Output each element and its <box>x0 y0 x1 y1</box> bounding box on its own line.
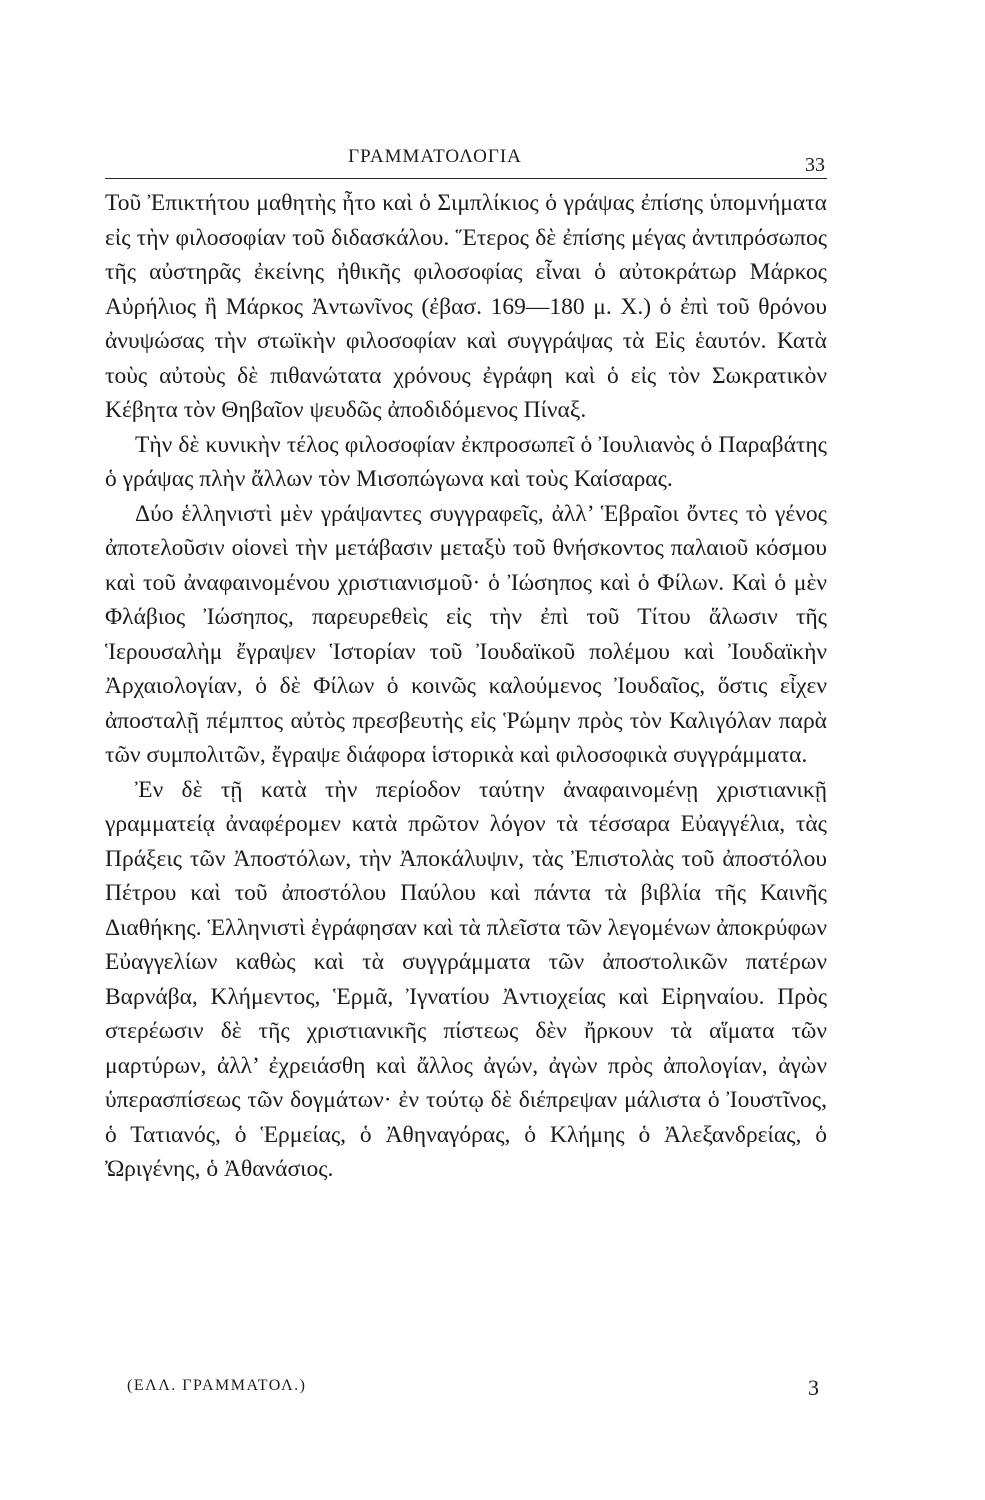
page-footer <box>105 1373 827 1413</box>
page-number: 33 <box>805 154 825 176</box>
header-rule <box>105 178 827 179</box>
paragraph-simplicius-marcus: Τοῦ Ἐπικτήτου μαθητὴς ἦτο καὶ ὁ Σιμπλίκιος ὁ γράψας ἐπίσης ὑπομνήματα εἰς τὴν φιλοσοφίαν τοῦ διδασκάλου. Ἕτερος δὲ ἐπίσης μέγας ἀντιπρόσωπος τῆς αὐστηρᾶς ἐκείνης ἠθικῆς φιλοσοφίας εἶναι ὁ αὐτοκράτωρ Μάρκος Αὐρήλιος ἢ Μάρκος Ἀντωνῖνος (ἐβασ. 169—180 μ. Χ.) ὁ ἐπὶ τοῦ θρόνου ἀνυψώσας τὴν στωϊκὴν φιλοσοφίαν καὶ συγγράψας τὰ Εἰς ἑαυτόν. Κατὰ τοὺς αὐτοὺς δὲ πιθανώτατα χρόνους ἐγράφη καὶ ὁ εἰς τὸν Σωκρατικὸν Κέβητα τὸν Θηβαῖον ψευδῶς ἀποδιδόμενος Πίναξ. <box>105 190 827 423</box>
signature-mark: 3 <box>808 1375 819 1400</box>
footer-note: (ΕΛΛ. ΓΡΑΜΜΑΤΟΛ.) <box>127 1377 307 1394</box>
paragraph-julian: Τὴν δὲ κυνικὴν τέλος φιλοσοφίαν ἐκπροσωπεῖ ὁ Ἰουλιανὸς ὁ Παραβάτης ὁ γράψας πλὴν ἄλλων τὸν Μισοπώγωνα καὶ τοὺς Καίσαρας. <box>105 431 827 492</box>
paragraph-josephus-philo: Δύο ἑλληνιστὶ μὲν γράψαντες συγγραφεῖς, ἀλλ’ Ἑβραῖοι ὄντες τὸ γένος ἀποτελοῦσιν οἱονεὶ τὴν μετάβασιν μεταξὺ τοῦ θνήσκοντος παλαιοῦ κόσμου καὶ τοῦ ἀναφαινομένου χριστιανισμοῦ· ὁ Ἰώσηπος καὶ ὁ Φίλων. Καὶ ὁ μὲν Φλάβιος Ἰώσηπος, παρευρεθεὶς εἰς τὴν ἐπὶ τοῦ Τίτου ἅλωσιν τῆς Ἱερουσαλὴμ ἔγραψεν Ἱστορίαν τοῦ Ἰουδαϊκοῦ πολέμου καὶ Ἰουδαϊκὴν Ἀρχαιολογίαν, ὁ δὲ Φίλων ὁ κοινῶς καλούμενος Ἰουδαῖος, ὅστις εἶχεν ἀποσταλῇ πέμπτος αὐτὸς πρεσβευτὴς εἰς Ῥώμην πρὸς τὸν Καλιγόλαν παρὰ τῶν συμπολιτῶν, ἔγραψε διάφορα ἱστορικὰ καὶ φιλοσοφικὰ συγγράμματα. <box>105 500 827 768</box>
running-title: ΓΡΑΜΜΑΤΟΛΟΓΙΑ <box>348 146 522 167</box>
page-header <box>105 140 827 184</box>
paragraph-christian-literature: Ἐν δὲ τῇ κατὰ τὴν περίοδον ταύτην ἀναφαινομένῃ χριστιανικῇ γραμματείᾳ ἀναφέρομεν κατὰ πρῶτον λόγον τὰ τέσσαρα Εὐαγγέλια, τὰς Πράξεις τῶν Ἀποστόλων, τὴν Ἀποκάλυψιν, τὰς Ἐπιστολὰς τοῦ ἀποστόλου Πέτρου καὶ τοῦ ἀποστόλου Παύλου καὶ πάντα τὰ βιβλία τῆς Καινῆς Διαθήκης. Ἑλληνιστὶ ἐγράφησαν καὶ τὰ πλεῖστα τῶν λεγομένων ἀποκρύφων Εὐαγγελίων καθὼς καὶ τὰ συγγράμματα τῶν ἀποστολικῶν πατέρων Βαρνάβα, Κλήμεντος, Ἑρμᾶ, Ἰγνατίου Ἀντιοχείας καὶ Εἰρηναίου. Πρὸς στερέωσιν δὲ τῆς χριστιανικῆς πίστεως δὲν ἤρκουν τὰ αἵματα τῶν μαρτύρων, ἀλλ’ ἐχρειάσθη καὶ ἄλλος ἀγών, ἀγὼν πρὸς ἀπολογίαν, ἀγὼν ὑπερασπίσεως τῶν δογμάτων· ἐν τούτῳ δὲ διέπρεψαν μάλιστα ὁ Ἰουστῖνος, ὁ Τατιανός, ὁ Ἑρμείας, ὁ Ἀθηναγόρας, ὁ Κλήμης ὁ Ἀλεξανδρείας, ὁ Ὠριγένης, ὁ Ἀθανάσιος. <box>105 776 827 1182</box>
body-text <box>105 186 827 1187</box>
